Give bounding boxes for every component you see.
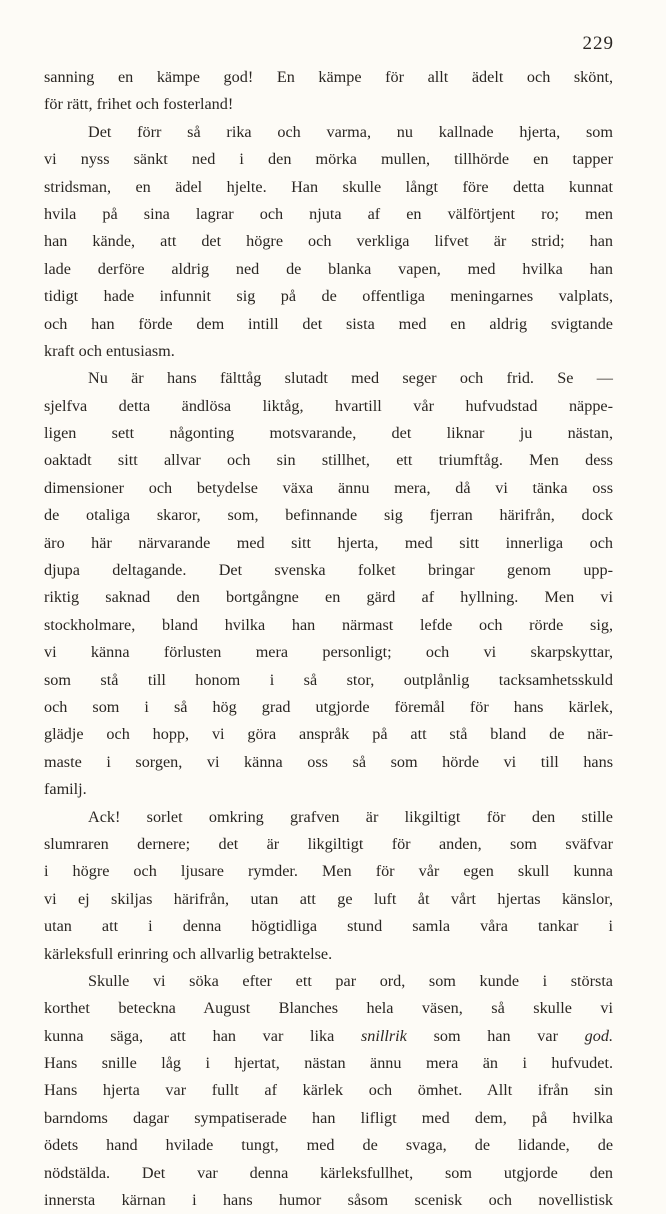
text-line: Hans snille låg i hjertat, nästan ännu mera än i hufvudet. xyxy=(44,1054,613,1073)
text-line: vi ej skiljas härifrån, utan att ge luft åt vårt hjertas känslor, xyxy=(44,889,613,908)
text-line: vi nyss sänkt ned i den mörka mullen, tillhörde en tapper xyxy=(44,150,613,169)
text-line: sanning en kämpe god! En kämpe för allt ädelt och skönt, xyxy=(44,68,613,86)
text-line: de otaliga skaror, som, befinnande sig fjerran härifrån, dock xyxy=(44,506,613,525)
text-line: maste i sorgen, vi känna oss så som hörde vi till hans xyxy=(44,752,613,771)
text-line: Det förr så rika och varma, nu kallnade hjerta, som xyxy=(88,122,613,141)
text-line: nödstälda. Det var denna kärleksfullhet, som utgjorde den xyxy=(44,1163,613,1182)
text-line: korthet beteckna August Blanches hela väsen, så skulle vi xyxy=(44,999,613,1018)
text-line: innersta kärnan i hans humor såsom scenisk och novellistisk xyxy=(44,1191,613,1210)
text-line: oaktadt sitt allvar och sin stillhet, ett triumftåg. Men dess xyxy=(44,451,613,470)
text-segment: kunna säga, att han var lika xyxy=(44,1026,361,1045)
text-line: han kände, att det högre och verkliga lifvet är strid; han xyxy=(44,232,613,251)
text-line: som stå till honom i så stor, outplånlig tacksamhetsskuld xyxy=(44,670,613,689)
text-line: för rätt, frihet och fosterland! xyxy=(44,95,234,114)
text-line: utan att i denna högtidliga stund samla våra tankar i xyxy=(44,917,613,936)
text-line: Hans hjerta var fullt af kärlek och ömhet. Allt ifrån sin xyxy=(44,1081,613,1100)
text-line: stockholmare, bland hvilka han närmast lefde och rörde sig, xyxy=(44,615,613,634)
text-line: tidigt hade infunnit sig på de offentliga meningarnes valplats, xyxy=(44,287,613,306)
text-line: familj. xyxy=(44,780,87,799)
text-line-mixed xyxy=(44,1023,613,1050)
text-line: riktig saknad den bortgångne en gärd af hyllning. Men vi xyxy=(44,588,613,607)
text-segment: som han var xyxy=(406,1026,585,1045)
text-line: barndoms dagar sympatiserade han lifligt med dem, på hvilka xyxy=(44,1108,613,1127)
text-line: hvila på sina lagrar och njuta af en välförtjent ro; men xyxy=(44,204,613,223)
text-line: stridsman, en ädel hjelte. Han skulle långt före detta kunnat xyxy=(44,177,613,196)
text-line: kärleksfull erinring och allvarlig betraktelse. xyxy=(44,944,333,963)
page-number: 229 xyxy=(582,33,614,54)
text-line: kraft och entusiasm. xyxy=(44,341,175,360)
text-line: Skulle vi söka efter ett par ord, som kunde i största xyxy=(88,971,613,990)
text-line: ligen sett någonting motsvarande, det liknar ju nästan, xyxy=(44,424,613,443)
text-line: och som i så hög grad utgjorde föremål för hans kärlek, xyxy=(44,697,613,716)
text-line: vi känna förlusten mera personligt; och vi skarpskyttar, xyxy=(44,643,613,662)
italic-word: snillrik xyxy=(361,1026,407,1045)
body-text xyxy=(44,64,613,1214)
text-line: äro här närvarande med sitt hjerta, med sitt innerliga och xyxy=(44,533,613,552)
text-line: sjelfva detta ändlösa liktåg, hvartill vår hufvudstad näppe- xyxy=(44,396,613,415)
text-line: ödets hand hvilade tungt, med de svaga, de lidande, de xyxy=(44,1136,613,1155)
text-line: Ack! sorlet omkring grafven är likgiltigt för den stille xyxy=(88,807,613,826)
text-line: djupa deltagande. Det svenska folket bringar genom upp- xyxy=(44,561,613,580)
text-line: glädje och hopp, vi göra anspråk på att stå bland de när- xyxy=(44,725,613,744)
italic-word: god. xyxy=(584,1026,613,1045)
text-line: i högre och ljusare rymder. Men för vår egen skull kunna xyxy=(44,862,613,881)
text-line: slumraren dernere; det är likgiltigt för anden, som sväfvar xyxy=(44,834,613,853)
text-line: Nu är hans fälttåg slutadt med seger och frid. Se — xyxy=(88,369,613,388)
text-line: lade derföre aldrig ned de blanka vapen, med hvilka han xyxy=(44,259,613,278)
text-line: och han förde dem intill det sista med en aldrig svigtande xyxy=(44,314,613,333)
text-line: dimensioner och betydelse växa ännu mera, då vi tänka oss xyxy=(44,478,613,497)
